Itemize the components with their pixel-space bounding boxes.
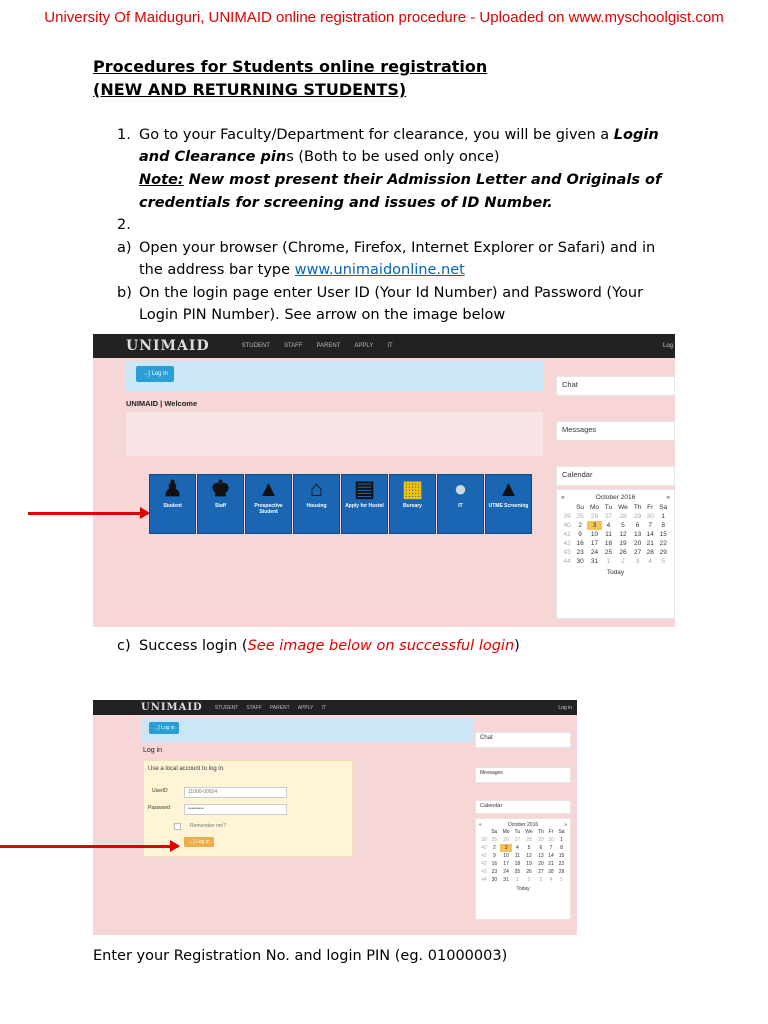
nav-login[interactable]: Log xyxy=(662,343,673,349)
login-bar xyxy=(126,361,543,391)
tile-prospective[interactable]: ▲ Prospective Student xyxy=(245,474,292,534)
page-title: Procedures for Students online registration xyxy=(93,57,488,76)
calendar-week: 40 2 3 4 5 6 7 8 xyxy=(563,522,665,529)
step-c-label: c) xyxy=(117,638,131,654)
nav-it[interactable]: IT xyxy=(387,343,393,349)
calendar-grid-2: Su Mo Tu We Th Fr Sa 39 25 26 27 28 29 30 1 40 2 3 4 5 6 7 8 41 9 10 11 12 13 14 15 42 16 17 18 19 20 21 22 43 23 24 25 26 27 28 29 44 30 31 1 2 3 4 5 xyxy=(481,829,565,883)
calendar-week: 39 25 26 27 28 29 30 1 xyxy=(563,513,665,520)
calendar-header xyxy=(561,494,670,501)
tile-student[interactable]: ♟ Student xyxy=(149,474,196,534)
calendar-days-row xyxy=(561,503,670,512)
step-a-text: Open your browser (Chrome, Firefox, Internet Explorer or Safari) and in xyxy=(139,240,656,256)
calendar-grid xyxy=(561,503,670,566)
messages-title: Messages xyxy=(562,425,597,434)
step-2-number: 2. xyxy=(117,217,131,233)
note-text-2: credentials for screening and issues of ID Number. xyxy=(139,195,553,211)
calendar-today-button-2[interactable]: Today xyxy=(516,886,530,892)
calendar-week: 41 9 10 11 12 13 14 15 xyxy=(563,531,667,538)
welcome-panel xyxy=(126,412,543,456)
messages-title-2: Messages xyxy=(480,770,503,776)
calendar-prev[interactable]: « xyxy=(561,494,565,501)
day-header: Sa xyxy=(659,504,668,511)
step-1-line-2 xyxy=(139,149,500,165)
chat-panel xyxy=(556,376,675,396)
step-c-line xyxy=(139,638,520,654)
welcome-text: UNIMAID | Welcome xyxy=(126,399,198,408)
login-button[interactable]: →] Log in xyxy=(136,366,174,382)
step-b-text: On the login page enter User ID (Your Id Number) and Password (Your xyxy=(139,285,644,301)
calendar-week: 42 16 17 18 19 20 21 22 xyxy=(563,540,667,547)
step-a-label: a) xyxy=(117,240,132,256)
chat-title: Chat xyxy=(562,380,578,389)
tile-it[interactable]: ● IT xyxy=(437,474,484,534)
nav-apply-2[interactable]: APPLY xyxy=(297,704,314,711)
remember-label: Remember me? xyxy=(190,823,226,829)
step-b-label: b) xyxy=(117,285,132,301)
step-1-text-2: s (Both to be used only once) xyxy=(286,149,500,165)
tile-utme[interactable]: ▲ UTME Screening xyxy=(485,474,532,534)
utme-icon: ▲ xyxy=(497,476,520,501)
note-label: Note: xyxy=(139,172,184,188)
student-icon: ♟ xyxy=(162,476,183,501)
screenshot-login-form xyxy=(93,700,577,935)
password-input[interactable]: ••••••••• xyxy=(184,804,287,815)
day-header: Tu xyxy=(604,504,613,511)
tile-housing[interactable]: ⌂ Housing xyxy=(293,474,340,534)
day-header: Su xyxy=(576,504,585,511)
calendar-widget xyxy=(556,489,675,619)
calendar-today-button[interactable]: Today xyxy=(606,569,625,576)
page-banner: University Of Maiduguri, UNIMAID online registration procedure - Uploaded on www.myschoolgist.com xyxy=(44,9,724,26)
login-subtitle: Use a local account to log in. xyxy=(148,766,225,772)
userid-input[interactable]: 11000-00024 xyxy=(184,787,287,798)
password-label: Password xyxy=(148,805,170,811)
top-navbar xyxy=(93,334,675,358)
calendar-month[interactable]: October 2016 xyxy=(595,494,636,501)
nav-login-2[interactable]: Log in xyxy=(558,704,572,711)
nav-staff-2[interactable]: STAFF xyxy=(246,704,262,711)
tile-hostel[interactable]: ▤ Apply for Hostel xyxy=(341,474,388,534)
arrow-pointer-1 xyxy=(28,512,148,515)
messages-panel xyxy=(556,421,675,441)
calendar-panel-header xyxy=(556,466,675,486)
step-c-text: Success login ( xyxy=(139,638,248,654)
nav-it-2[interactable]: IT xyxy=(321,704,326,711)
nav-parent[interactable]: PARENT xyxy=(316,343,341,349)
step-b-text-2: Login PIN Number). See arrow on the image below xyxy=(139,307,506,323)
nav-apply[interactable]: APPLY xyxy=(354,343,374,349)
login-bar-2 xyxy=(141,718,473,742)
calendar-next-2[interactable]: » xyxy=(564,822,567,828)
login-title: Log in xyxy=(143,747,163,754)
calendar-next[interactable]: » xyxy=(666,494,670,501)
day-header: Th xyxy=(633,504,642,511)
step-1-note xyxy=(139,172,661,188)
step-c-end: ) xyxy=(514,638,520,654)
chat-panel-2 xyxy=(475,732,571,748)
login-button-2[interactable]: →] Log in xyxy=(149,722,179,734)
calendar-month-2[interactable]: October 2016 xyxy=(507,822,539,828)
calendar-today-cell[interactable]: 3 xyxy=(587,521,602,530)
nav-student-2[interactable]: STUDENT xyxy=(214,704,239,711)
globe-icon: ● xyxy=(453,476,468,501)
remember-checkbox[interactable] xyxy=(174,823,181,830)
step-a-text-2: the address bar type xyxy=(139,262,295,278)
messages-panel-2 xyxy=(475,767,571,783)
tile-staff[interactable]: ♚ Staff xyxy=(197,474,244,534)
calendar-week: 43 23 24 25 26 27 28 29 xyxy=(563,549,667,556)
calendar-widget-2 xyxy=(475,818,571,920)
day-header: We xyxy=(618,504,628,511)
screenshot-login-page xyxy=(93,334,675,627)
coins-icon: ▦ xyxy=(402,476,423,501)
top-navbar-2 xyxy=(93,700,577,715)
staff-icon: ♚ xyxy=(210,476,231,501)
nav-parent-2[interactable]: PARENT xyxy=(269,704,290,711)
userid-label: UserID xyxy=(152,788,168,794)
tile-bursary[interactable]: ▦ Bursary xyxy=(389,474,436,534)
calendar-panel-header-2 xyxy=(475,800,571,814)
graduation-cap-icon: ▲ xyxy=(257,476,280,501)
calendar-week: 44 30 31 1 2 3 4 5 xyxy=(563,558,665,565)
calendar-prev-2[interactable]: « xyxy=(479,822,482,828)
step-1-text: Go to your Faculty/Department for clearance, you will be given a xyxy=(139,127,614,143)
step-c-italic: See image below on successful login xyxy=(247,638,515,654)
note-text: New most present their Admission Letter and Originals of xyxy=(183,172,662,188)
house-icon: ⌂ xyxy=(309,476,324,501)
step-1-number: 1. xyxy=(117,127,131,143)
page-subtitle: (NEW AND RETURNING STUDENTS) xyxy=(93,80,407,99)
bed-icon: ▤ xyxy=(354,476,375,501)
day-header: Mo xyxy=(590,504,600,511)
nav-staff[interactable]: STAFF xyxy=(283,343,303,349)
calendar-title-2: Calendar xyxy=(480,803,503,809)
step-a-line-2 xyxy=(139,262,465,278)
nav-student[interactable]: STUDENT xyxy=(241,343,270,349)
day-header: Fr xyxy=(647,504,654,511)
step-1-line-1 xyxy=(139,127,659,143)
unimaid-logo-2: UNIMAID xyxy=(141,702,203,713)
chat-title-2: Chat xyxy=(480,735,493,741)
footer-instruction: Enter your Registration No. and login PIN (eg. 01000003) xyxy=(93,948,508,964)
unimaid-link[interactable]: www.unimaidonline.net xyxy=(294,262,465,278)
calendar-today-cell-2[interactable]: 3 xyxy=(500,844,512,852)
arrow-pointer-2 xyxy=(0,845,178,848)
submit-login-button[interactable]: →] Log in xyxy=(184,837,214,847)
calendar-title: Calendar xyxy=(562,470,593,479)
unimaid-logo: UNIMAID xyxy=(126,338,210,354)
step-1-bold: Login xyxy=(613,127,659,143)
step-1-bold-2: and Clearance pin xyxy=(139,149,287,165)
